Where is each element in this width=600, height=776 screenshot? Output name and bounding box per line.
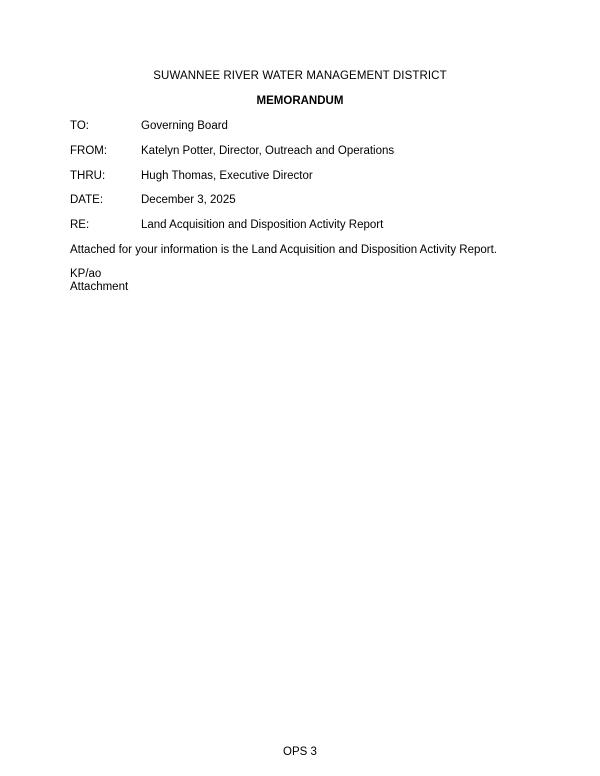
attachment-note: Attachment [70,281,129,293]
thru-value: Hugh Thomas, Executive Director [141,170,313,182]
document-type-heading: MEMORANDUM [256,95,344,107]
subject-label: RE: [70,219,90,231]
from-label: FROM: [70,145,108,157]
author-initials: KP/ao [70,268,102,280]
organization-name: SUWANNEE RIVER WATER MANAGEMENT DISTRICT [153,70,447,82]
to-field [70,120,540,136]
thru-field [70,170,540,186]
page-code: OPS 3 [283,746,317,758]
to-value: Governing Board [141,120,228,132]
from-value: Katelyn Potter, Director, Outreach and Operations [141,145,395,157]
subject-field [70,219,540,235]
from-field [70,145,540,161]
subject-value: Land Acquisition and Disposition Activity Report [141,219,384,231]
thru-label: THRU: [70,170,106,182]
to-label: TO: [70,120,89,132]
date-value: December 3, 2025 [141,194,236,206]
memo-body-text: Attached for your information is the Land Acquisition and Disposition Activity Report. [70,244,498,256]
date-field [70,194,540,210]
date-label: DATE: [70,194,104,206]
